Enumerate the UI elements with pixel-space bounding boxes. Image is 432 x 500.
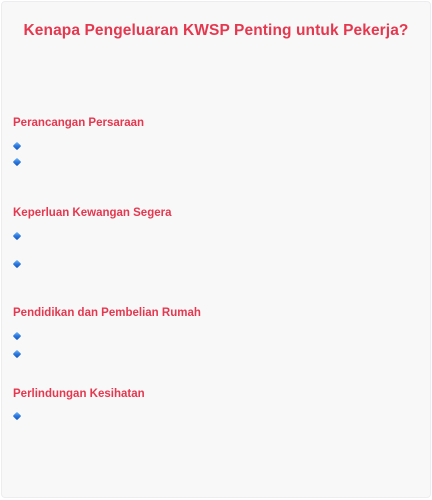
blue-diamond-icon bbox=[13, 232, 21, 240]
list-item bbox=[13, 155, 419, 165]
list-item bbox=[13, 329, 419, 339]
article-card bbox=[1, 1, 431, 498]
blue-diamond-icon bbox=[13, 260, 21, 268]
list-item bbox=[13, 409, 419, 419]
blue-diamond-icon bbox=[13, 412, 21, 420]
blue-diamond-icon bbox=[13, 350, 21, 358]
list-item bbox=[13, 139, 419, 149]
list-item bbox=[13, 257, 419, 267]
list-item bbox=[13, 229, 419, 239]
list-item bbox=[13, 347, 419, 357]
section-heading-keperluan-kewangan-segera: Keperluan Kewangan Segera bbox=[13, 207, 172, 219]
page-title: Kenapa Pengeluaran KWSP Penting untuk Pekerja? bbox=[23, 22, 409, 39]
blue-diamond-icon bbox=[13, 158, 21, 166]
blue-diamond-icon bbox=[13, 142, 21, 150]
section-heading-pendidikan-dan-pembelian-rumah: Pendidikan dan Pembelian Rumah bbox=[13, 307, 201, 319]
section-heading-perancangan-persaraan: Perancangan Persaraan bbox=[13, 117, 145, 129]
blue-diamond-icon bbox=[13, 332, 21, 340]
section-heading-perlindungan-kesihatan: Perlindungan Kesihatan bbox=[13, 388, 145, 400]
